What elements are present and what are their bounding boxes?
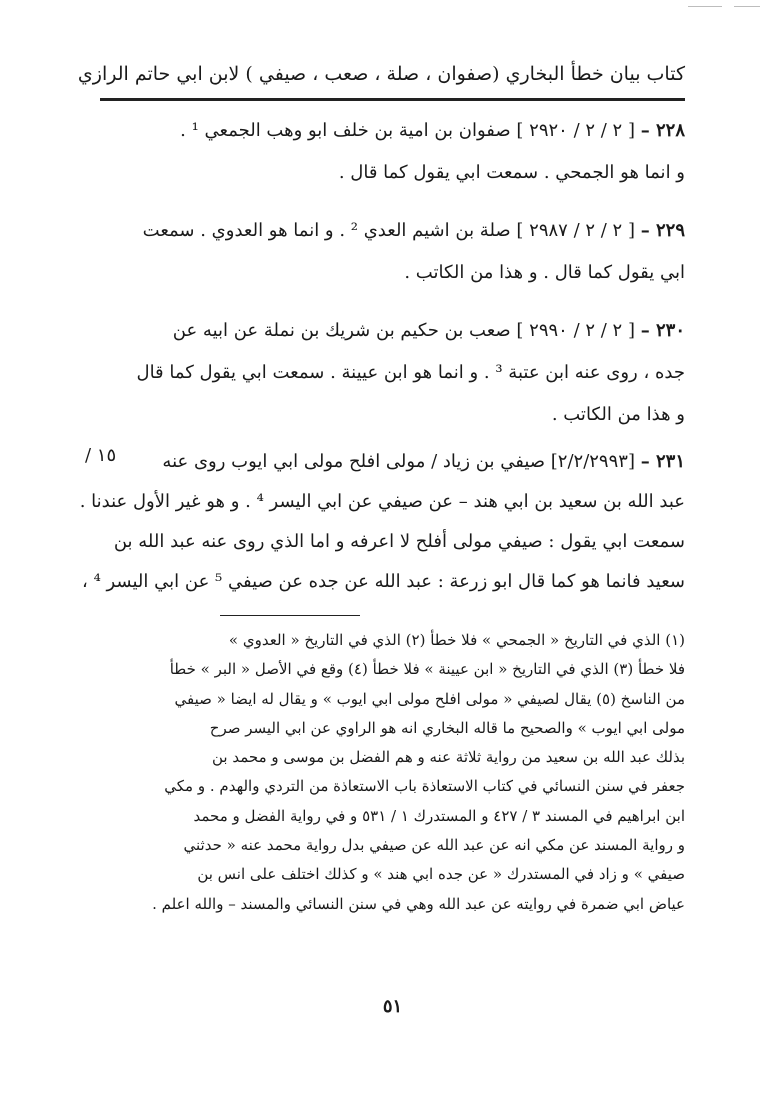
- header-rule: [100, 98, 685, 101]
- entry-number: ٢٣٠ –: [640, 320, 685, 341]
- entry-line: و هذا من الكاتب .: [551, 404, 685, 425]
- entry-line: عبد الله بن سعيد بن ابي هند – عن صيفي عن ابي اليسر ⁴ . و هو غير الأول عندنا .: [79, 491, 685, 512]
- footnote-line: صيفي » و زاد في المستدرك « عن جده ابي هند » و كذلك اختلف على انس بن: [197, 865, 685, 884]
- entry-line: ٢٣١ – [٢/٢/٢٩٩٣] صيفي بن زياد / مولى افلح مولى ابي ايوب روى عنه: [162, 451, 685, 472]
- entry-line: سمعت ابي يقول : صيفي مولى أفلح لا اعرفه و اما الذي روى عنه عبد الله بن: [113, 531, 685, 552]
- entry-line: ٢٣٠ – [ ٢ / ٢ / ٢٩٩٠ ] صعب بن حكيم بن شريك بن نملة عن ابيه عن: [172, 320, 685, 341]
- entry-228: [100, 110, 685, 194]
- entry-line: ٢٢٩ – [ ٢ / ٢ / ٢٩٨٧ ] صلة بن اشيم العدي ² . و انما هو العدوي . سمعت: [142, 220, 685, 241]
- entry-231: [79, 442, 685, 602]
- footnote-line: عياض ابي ضمرة في روايته عن عبد الله وهي في سنن النسائي والمسند – والله اعلم .: [152, 894, 685, 913]
- footnote-line: جعفر في سنن النسائي في كتاب الاستعاذة باب الاستعاذة من التردي والهدم . و مكي: [164, 777, 685, 796]
- running-header: كتاب بيان خطأ البخاري (صفوان ، صلة ، صعب ، صيفي ) لابن ابي حاتم الرازي: [77, 63, 685, 85]
- margin-page-reference: ١٥ /: [85, 445, 117, 466]
- footnotes: [100, 626, 685, 919]
- footnote-line: (١) الذي في التاريخ « الجمحي » فلا خطأ (٢) الذي في التاريخ « العدوي »: [228, 631, 685, 649]
- entry-230: [100, 310, 685, 436]
- footnote-line: ابن ابراهيم في المسند ٣ / ٤٢٧ و المستدرك ١ / ٥٣١ و في رواية الفضل و محمد: [193, 806, 685, 825]
- scan-edge-line: [734, 6, 760, 7]
- entry-number: ٢٣١ –: [640, 451, 685, 472]
- entry-line: ٢٢٨ – [ ٢ / ٢ / ٢٩٢٠ ] صفوان بن امية بن خلف ابو وهب الجمعي ¹ .: [180, 120, 685, 141]
- footnote-line: بذلك عبد الله بن سعيد من رواية ثلاثة عنه و هم الفضل بن موسى و محمد بن: [211, 748, 685, 767]
- entry-line: و انما هو الجمحي . سمعت ابي يقول كما قال .: [338, 162, 685, 183]
- scan-edge-line: [688, 6, 722, 7]
- entry-line: ابي يقول كما قال . و هذا من الكاتب .: [404, 262, 685, 283]
- page-number: ٥١: [382, 996, 403, 1017]
- entry-229: [100, 210, 685, 294]
- entry-number: ٢٢٩ –: [640, 220, 685, 241]
- footnote-rule: [220, 615, 360, 616]
- footnote-line: فلا خطأ (٣) الذي في التاريخ « ابن عيينة » فلا خطأ (٤) وقع في الأصل « البر » خطأ: [169, 660, 685, 679]
- entry-line: سعيد فانما هو كما قال ابو زرعة : عبد الله عن جده عن صيفي ⁵ عن ابي اليسر ⁴ ،: [82, 571, 685, 592]
- footnote-line: و رواية المسند عن مكي انه عن عبد الله عن صيفي بدل رواية محمد عنه « حدثني: [183, 836, 685, 855]
- footnote-line: مولى ابي ايوب » والصحيح ما قاله البخاري انه هو الراوي عن ابي اليسر صرح: [209, 718, 685, 737]
- entry-line: جده ، روى عنه ابن عتبة ³ . و انما هو ابن عيينة . سمعت ابي يقول كما قال: [136, 362, 685, 383]
- footnote-line: من الناسخ (٥) يقال لصيفي « مولى افلح مولى ابي ايوب » و يقال له ايضا « صيفي: [174, 689, 685, 708]
- entry-number: ٢٢٨ –: [640, 120, 685, 141]
